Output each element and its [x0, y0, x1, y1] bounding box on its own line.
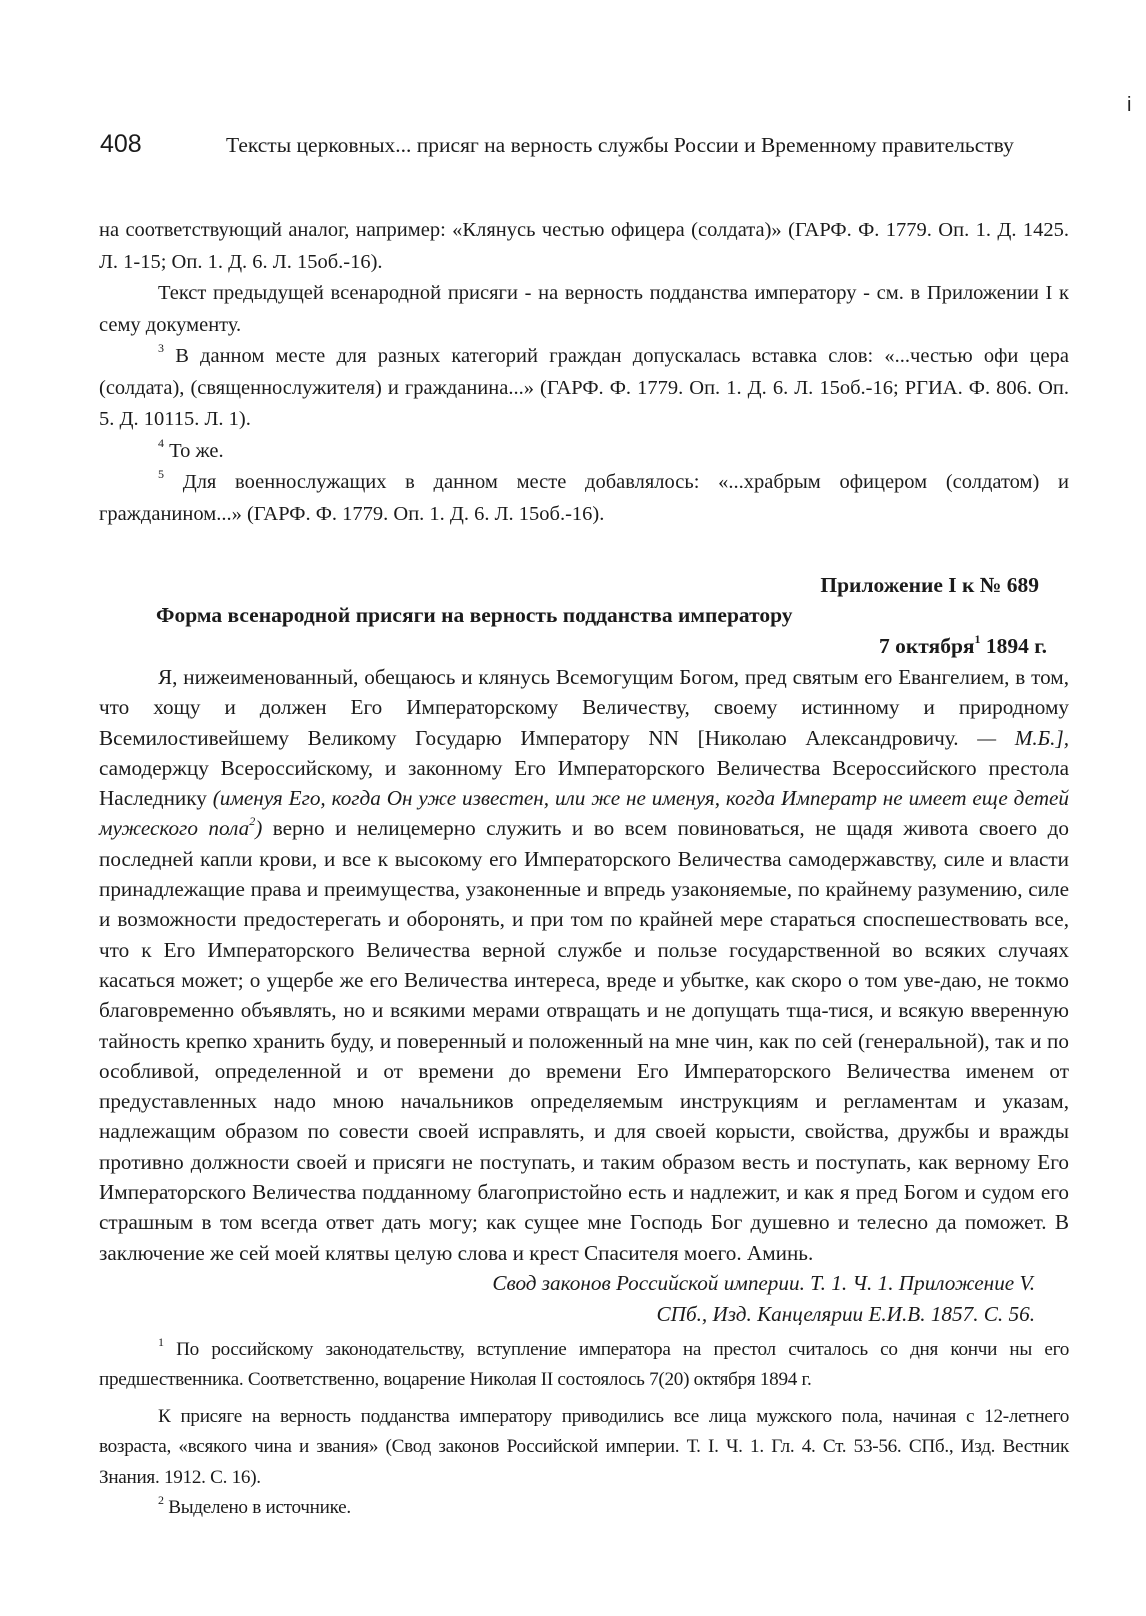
note-4 — [99, 436, 1069, 468]
note-3-mark: 3 — [158, 341, 164, 356]
annex-title: Форма всенародной присяги на верность подданства императору — [156, 603, 793, 627]
oath-text — [99, 662, 1069, 1268]
source-citation — [99, 1268, 1069, 1331]
note-3 — [99, 341, 1069, 436]
footnote-2 — [99, 1493, 1069, 1524]
footnote-1-continuation: К присяге на верность подданства императору приводились все лица мужского пола, начиная с 12-летнего возраста, «всякого чина и звания» (Свод законов Российской империи. Т. I. Ч. 1. Гл. 4. Ст. 53-56. СПб., Изд. Вестник Знания. 1912. С. 16). — [99, 1405, 1069, 1488]
note-5-mark: 5 — [158, 467, 164, 482]
annex-date-footnote-mark: 1 — [974, 631, 981, 646]
note-4-mark: 4 — [158, 435, 164, 450]
annex-date — [99, 630, 1069, 662]
margin-mark: i — [1127, 94, 1132, 116]
note-5 — [99, 467, 1069, 530]
footnotes — [99, 1335, 1069, 1524]
oath-italic-remark-text: (именуя Его, когда Он уже известен, или же не именуя, когда Императр не имеет еще детей мужеского пола — [99, 786, 1069, 841]
footnote-2-text: Выделено в источнике. — [163, 1497, 351, 1519]
page-body — [99, 215, 1069, 1524]
note-4-text: То же. — [164, 439, 224, 462]
oath-footnote-mark: 2 — [249, 814, 256, 829]
running-title: Тексты церковных... присяг на верность службы России и Временному правительству — [226, 133, 1014, 157]
oath-italic-remark-close: ) — [255, 816, 263, 841]
page-header — [100, 130, 1070, 170]
oath-part-2: самодержцу Всероссийскому, и законному Его Императорского Величества Всероссийского престола Наследнику — [99, 755, 1069, 811]
note-5-text: Для военнослужащих в данном месте добавлялось: «...храбрым офицером (солдатом) и гражданином...» (ГАРФ. Ф. 1779. Оп. 1. Д. 6. Л. 15об.-16). — [99, 471, 1069, 525]
source-line-1: Свод законов Российской империи. Т. 1. Ч. 1. Приложение V. — [492, 1270, 1035, 1295]
annex-date-year: 1894 г. — [980, 634, 1047, 658]
footnote-2-mark: 2 — [158, 1493, 164, 1508]
note-3-text: В данном месте для разных категорий граждан допускалась вставка слов: «...честью офи цера (солдата), (священнослужителя) и гражданина...» (ГАРФ. Ф. 1779. Оп. 1. Д. 6. Л. 15об.-16; РГИА. Ф. 806. Оп. 5. Д. 10115. Л. 1). — [99, 345, 1069, 430]
note-previous-oath: Текст предыдущей всенародной присяги - на верность подданства императору - см. в Приложении I к сему документу. — [99, 282, 1069, 336]
notes-continuation — [99, 215, 1069, 530]
footnote-1 — [99, 1335, 1069, 1396]
oath-part-1: Я, нижеименованный, обещаюсь и клянусь Всемогущим Богом, пред святым его Евангелием, в том, что хощу и должен Его Императорскому Величеству, своему истинному и природному Всемилостивейшему Великому Государю Императору NN [Николаю Александровичу. — [99, 665, 1069, 750]
source-line-2: СПб., Изд. Канцелярии Е.И.В. 1857. С. 56. — [656, 1302, 1035, 1327]
annex-label: Приложение I к № 689 — [820, 573, 1039, 597]
note-continuation-text: на соответствующий аналог, например: «Клянусь честью офицера (солдата)» (ГАРФ. Ф. 1779. Оп. 1. Д. 1425. Л. 1-15; Оп. 1. Д. 6. Л. 15об.-16). — [99, 219, 1069, 273]
page-number: 408 — [100, 130, 142, 158]
oath-part-3: верно и нелицемерно служить и во всем повиноваться, не щадя живота своего до последней капли крови, и все к высокому его Императорского Величества самодержавству, силе и власти принадлежащие права и преимущества, узаконенные и впредь узаконяемые, по крайнему разумению, силе и возможности предостерегать и оборонять, и при том по крайней мере стараться споспешествовать все, что к Его Императорского Величества верной службе и пользе государственной во всяких случаях касаться может; о ущербе же его Величества интереса, вреде и убытке, как скоро о том уве-даю, не токмо благовременно объявлять, но и всякими мерами отвращать и не допущать тща-тися, и всякую вверенную тайность крепко хранить буду, и поверенный и положенный на мне чин, как по сей (генеральной), так и по особливой, определенной и от времени до времени Его Императорского Величества именем от предуставленных надо мною начальников определяемым инструкциям и регламентам и указам, надлежащим образом по совести своей исправлять, и для своей корысти, свойства, дружбы и вражды противно должности своей и присяги не поступать, и таким образом весть и поступать, как верному Его Императорского Величества подданному благопристойно есть и надлежит, и как я пред Богом и судом его страшным в том всегда ответ дать могу; как сущее мне Господь Бог душевно и телесно да поможет. В заключение же сей моей клятвы целую слова и крест Спасителя моего. Аминь. — [99, 816, 1069, 1265]
footnote-1-text: По российскому законодательству, вступление императора на престол считалось со дня кончи ны его предшественника. Соответственно, воцарение Николая II состоялось 7(20) октября 1894 г. — [99, 1338, 1069, 1391]
oath-editor-note: — М.Б.], — [977, 725, 1069, 750]
annex-date-day: 7 октября — [879, 634, 975, 658]
footnote-1-mark: 1 — [158, 1334, 164, 1349]
